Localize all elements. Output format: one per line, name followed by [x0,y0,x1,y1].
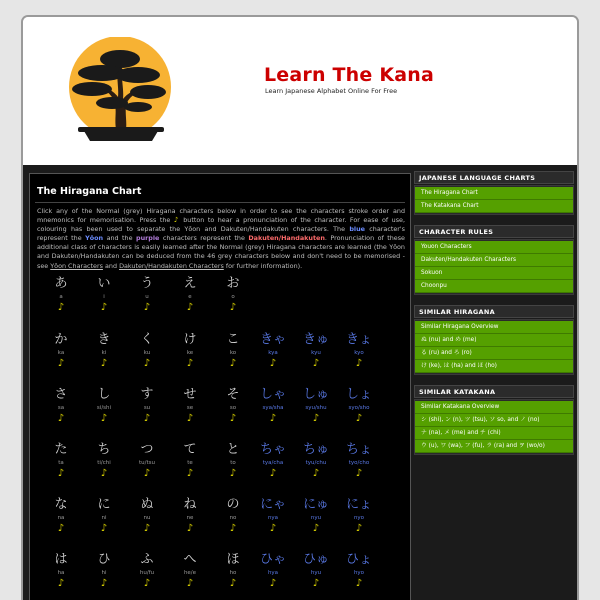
romaji-label: ho [229,570,237,576]
kana-cell[interactable] [301,332,331,370]
sidebar-link[interactable]: Sokuon [415,267,573,280]
kana-cell[interactable] [46,552,76,590]
kana-character[interactable]: け [183,332,197,347]
kana-character[interactable]: な [54,497,68,512]
kana-cell[interactable] [175,552,205,590]
kana-cell[interactable] [132,387,162,425]
sidebar [414,167,574,455]
romaji-label: i [103,294,105,300]
play-sound-icon[interactable]: ♪ [100,468,108,479]
play-sound-icon[interactable]: ♪ [229,413,237,424]
kana-character[interactable]: え [183,276,197,291]
sidebar-heading: CHARACTER RULES [414,225,574,238]
play-sound-icon[interactable]: ♪ [100,523,108,534]
page-title: The Hiragana Chart [37,186,142,197]
play-sound-icon[interactable]: ♪ [269,523,277,534]
kana-character[interactable]: て [183,442,197,457]
kana-cell[interactable] [218,552,248,590]
kana-cell[interactable] [132,442,162,480]
intro-text: characters represent the [162,234,245,243]
divider [35,202,405,203]
sidebar-link[interactable]: Dakuten/Handakuten Characters [415,254,573,267]
intro-text: and the [106,234,133,243]
play-sound-icon[interactable]: ♪ [143,302,151,313]
play-sound-icon[interactable]: ♪ [229,578,237,589]
play-sound-icon[interactable]: ♪ [186,578,194,589]
play-sound-icon[interactable]: ♪ [57,358,65,369]
play-sound-icon[interactable]: ♪ [355,578,363,589]
kana-character[interactable]: い [97,276,111,291]
kana-cell[interactable] [175,497,205,535]
site-header [23,17,577,165]
romaji-label: ke [186,350,194,356]
dakuten-characters-link[interactable]: Dakuten/Handakuten Characters [119,261,224,270]
kana-cell[interactable] [344,332,374,370]
kana-character[interactable]: ひゅ [302,552,329,567]
romaji-label: se [186,405,194,411]
kana-cell[interactable] [46,276,76,314]
romaji-label: tya/cha [262,460,284,466]
play-sound-icon[interactable]: ♪ [143,358,151,369]
play-sound-icon[interactable]: ♪ [57,523,65,534]
intro-text: . Pronunciation of these additional class of characters is easily learned after the Normal (grey) Hiragana characters are learned (the Yōon and Dakuten/Handakuten can be deduced from the 46 grey characters below and don't need to be memorised - see [37,234,405,270]
romaji-label: o [231,294,235,300]
sidebar-link[interactable]: ナ (na), メ (me) and チ (chi) [415,427,573,440]
play-sound-icon[interactable]: ♪ [355,413,363,424]
sidebar-link[interactable]: The Katakana Chart [415,200,573,213]
romaji-label: ko [229,350,237,356]
kana-character[interactable]: の [226,497,240,512]
kana-character[interactable]: さ [54,387,68,402]
kana-character[interactable]: そ [226,387,240,402]
site-subtitle: Learn Japanese Alphabet Online For Free [265,87,398,95]
play-sound-icon[interactable]: ♪ [355,358,363,369]
sidebar-menu [414,185,574,215]
site-title[interactable]: Learn The Kana [264,64,435,86]
play-sound-icon[interactable]: ♪ [100,413,108,424]
play-sound-icon[interactable]: ♪ [186,468,194,479]
sidebar-heading: SIMILAR HIRAGANA [414,305,574,318]
romaji-label: syu/shu [305,405,327,411]
play-sound-icon[interactable]: ♪ [100,302,108,313]
romaji-label: to [230,460,236,466]
romaji-label: e [188,294,192,300]
play-sound-icon[interactable]: ♪ [312,413,320,424]
romaji-label: sya/sha [262,405,284,411]
kana-cell[interactable] [89,387,119,425]
romaji-label: nu [143,515,151,521]
kana-cell[interactable] [258,497,288,535]
sidebar-link[interactable]: け (ke), は (ha) and ほ (ho) [415,360,573,373]
kana-character[interactable]: ち [97,442,111,457]
kana-character[interactable]: あ [54,276,68,291]
intro-paragraph [37,207,405,271]
romaji-label: kyu [311,350,321,356]
sidebar-menu [414,319,574,375]
play-sound-icon[interactable]: ♪ [269,468,277,479]
play-sound-icon[interactable]: ♪ [186,523,194,534]
kana-cell[interactable] [46,332,76,370]
kana-cell[interactable] [218,442,248,480]
romaji-label: kya [268,350,278,356]
main-area [23,165,577,600]
romaji-label: he/e [183,570,197,576]
kana-character[interactable]: にゅ [303,497,329,512]
kana-character[interactable]: せ [183,387,197,402]
sidebar-link[interactable]: Choonpu [415,280,573,293]
intro-text: character's represent the [37,225,405,243]
kana-cell[interactable] [132,332,162,370]
romaji-label: ni [101,515,107,521]
kana-character[interactable]: す [140,387,154,402]
romaji-label: hu/fu [139,570,155,576]
intro-text: Click any of the Normal (grey) Hiragana characters below in order to see the characters stroke order and mnemonics for memorisation. Press the [37,207,405,225]
sidebar-menu [414,399,574,455]
intro-text: button to hear a pronunciation of the character. For ease of use, colouring has been used to separate the Yōon and Dakuten/Handakuten characters. The [37,216,405,234]
play-sound-icon[interactable]: ♪ [57,302,65,313]
kana-character[interactable]: と [226,442,240,457]
kana-character[interactable]: く [140,332,154,347]
play-sound-icon[interactable]: ♪ [100,358,108,369]
romaji-label: hyu [310,570,322,576]
romaji-label: si/shi [96,405,112,411]
kana-cell[interactable] [89,276,119,314]
music-note-icon: ♪ [173,216,180,225]
sidebar-link[interactable]: Similar Katakana Overview [415,401,573,414]
kana-character[interactable]: にょ [346,497,372,512]
kana-character[interactable]: ちゅ [302,442,329,457]
romaji-label: nyu [310,515,322,521]
dakuten-label: Dakuten/Handakuten [248,234,325,243]
play-sound-icon[interactable]: ♪ [186,413,194,424]
romaji-label: syo/sho [348,405,370,411]
romaji-label: na [57,515,65,521]
blue-label: blue [349,225,365,234]
play-sound-icon[interactable]: ♪ [143,578,151,589]
play-sound-icon[interactable]: ♪ [355,523,363,534]
sidebar-link[interactable]: ぬ (nu) and め (me) [415,334,573,347]
play-sound-icon[interactable]: ♪ [186,302,194,313]
kana-cell[interactable] [218,387,248,425]
romaji-label: tyo/cho [348,460,370,466]
kana-cell[interactable] [344,387,374,425]
sidebar-menu [414,239,574,295]
play-sound-icon[interactable]: ♪ [269,578,277,589]
play-sound-icon[interactable]: ♪ [143,413,151,424]
romaji-label: ta [58,460,64,466]
romaji-label: hi [101,570,107,576]
kana-cell[interactable] [258,442,288,480]
sidebar-heading: SIMILAR KATAKANA [414,385,574,398]
kana-cell[interactable] [258,552,288,590]
play-sound-icon[interactable]: ♪ [312,578,320,589]
kana-character[interactable]: ひゃ [259,552,286,567]
kana-character[interactable]: ほ [226,552,240,567]
sidebar-link[interactable]: る (ru) and ろ (ro) [415,347,573,360]
kana-character[interactable]: ちょ [345,442,372,457]
kana-character[interactable]: ふ [140,552,154,567]
romaji-label: so [229,405,237,411]
kana-cell[interactable] [89,552,119,590]
kana-cell[interactable] [301,497,331,535]
kana-character[interactable]: きゃ [259,332,286,347]
romaji-label: te [187,460,193,466]
kana-cell[interactable] [258,387,288,425]
content-panel [29,173,411,600]
play-sound-icon[interactable]: ♪ [229,358,237,369]
romaji-label: u [145,294,149,300]
play-sound-icon[interactable]: ♪ [269,413,277,424]
play-sound-icon[interactable]: ♪ [355,468,363,479]
play-sound-icon[interactable]: ♪ [143,468,151,479]
kana-cell[interactable] [301,442,331,480]
kana-cell[interactable] [132,497,162,535]
romaji-label: sa [57,405,65,411]
romaji-label: ti/chi [97,460,111,466]
kana-character[interactable]: ね [183,497,197,512]
kana-cell[interactable] [218,276,248,314]
romaji-label: tu/tsu [138,460,155,466]
yoon-characters-link[interactable]: Yōon Characters [50,261,103,270]
play-sound-icon[interactable]: ♪ [229,468,237,479]
romaji-label: su [143,405,151,411]
play-sound-icon[interactable]: ♪ [57,413,65,424]
sidebar-link[interactable]: ウ (u), ワ (wa), フ (fu), ラ (ra) and ヲ (wo/o) [415,440,573,453]
kana-character[interactable]: お [226,276,240,291]
kana-character[interactable]: しゅ [302,387,329,402]
play-sound-icon[interactable]: ♪ [143,523,151,534]
play-sound-icon[interactable]: ♪ [100,578,108,589]
kana-character[interactable]: う [140,276,154,291]
play-sound-icon[interactable]: ♪ [229,523,237,534]
kana-cell[interactable] [46,387,76,425]
kana-cell[interactable] [344,442,374,480]
kana-character[interactable]: しょ [345,387,372,402]
play-sound-icon[interactable]: ♪ [186,358,194,369]
sidebar-link[interactable]: Similar Hiragana Overview [415,321,573,334]
play-sound-icon[interactable]: ♪ [312,358,320,369]
romaji-label: ne [186,515,194,521]
romaji-label: a [59,294,63,300]
romaji-label: ku [143,350,151,356]
kana-character[interactable]: しゃ [259,387,286,402]
kana-character[interactable]: にゃ [260,497,286,512]
kana-cell[interactable] [132,276,162,314]
romaji-label: nyo [353,515,365,521]
kana-character[interactable]: きゅ [302,332,329,347]
romaji-label: hyo [353,570,365,576]
romaji-label: hya [267,570,279,576]
play-sound-icon[interactable]: ♪ [229,302,237,313]
kana-cell[interactable] [258,332,288,370]
kana-cell[interactable] [46,497,76,535]
kana-cell[interactable] [46,442,76,480]
kana-cell[interactable] [132,552,162,590]
kana-cell[interactable] [344,552,374,590]
play-sound-icon[interactable]: ♪ [57,468,65,479]
kana-cell[interactable] [344,497,374,535]
kana-character[interactable]: ちゃ [259,442,286,457]
romaji-label: kyo [354,350,364,356]
yoon-label: Yōon [85,234,104,243]
kana-cell[interactable] [89,497,119,535]
kana-cell[interactable] [301,387,331,425]
kana-character[interactable]: つ [140,442,154,457]
kana-character[interactable]: き [97,332,111,347]
romaji-label: nya [267,515,279,521]
romaji-label: ha [57,570,65,576]
kana-character[interactable]: ぬ [140,497,154,512]
romaji-label: no [229,515,237,521]
bonsai-logo [66,37,174,155]
kana-cell[interactable] [175,387,205,425]
kana-character[interactable]: た [54,442,68,457]
kana-cell[interactable] [175,332,205,370]
sidebar-heading: JAPANESE LANGUAGE CHARTS [414,171,574,184]
kana-cell[interactable] [218,332,248,370]
kana-character[interactable]: ひ [97,552,111,567]
kana-cell[interactable] [301,552,331,590]
kana-cell[interactable] [89,332,119,370]
kana-character[interactable]: へ [183,552,197,567]
kana-character[interactable]: か [54,332,68,347]
kana-character[interactable]: こ [226,332,240,347]
kana-character[interactable]: し [97,387,111,402]
play-sound-icon[interactable]: ♪ [269,358,277,369]
kana-cell[interactable] [175,442,205,480]
kana-character[interactable]: に [97,497,111,512]
kana-cell[interactable] [89,442,119,480]
play-sound-icon[interactable]: ♪ [57,578,65,589]
play-sound-icon[interactable]: ♪ [312,523,320,534]
kana-character[interactable]: ひょ [345,552,372,567]
purple-label: purple [136,234,160,243]
kana-cell[interactable] [218,497,248,535]
sidebar-link[interactable]: シ (shi), ン (n), ツ (tsu), ソ so, and ノ (no) [415,414,573,427]
kana-cell[interactable] [175,276,205,314]
play-sound-icon[interactable]: ♪ [312,468,320,479]
intro-text: for further information). [225,261,303,270]
kana-character[interactable]: きょ [345,332,372,347]
kana-character[interactable]: は [54,552,68,567]
romaji-label: ki [101,350,107,356]
sidebar-link[interactable]: The Hiragana Chart [415,187,573,200]
page-frame [21,15,579,600]
romaji-label: ka [57,350,65,356]
romaji-label: tyu/chu [305,460,327,466]
intro-text: and [104,261,118,270]
sidebar-link[interactable]: Youon Characters [415,241,573,254]
